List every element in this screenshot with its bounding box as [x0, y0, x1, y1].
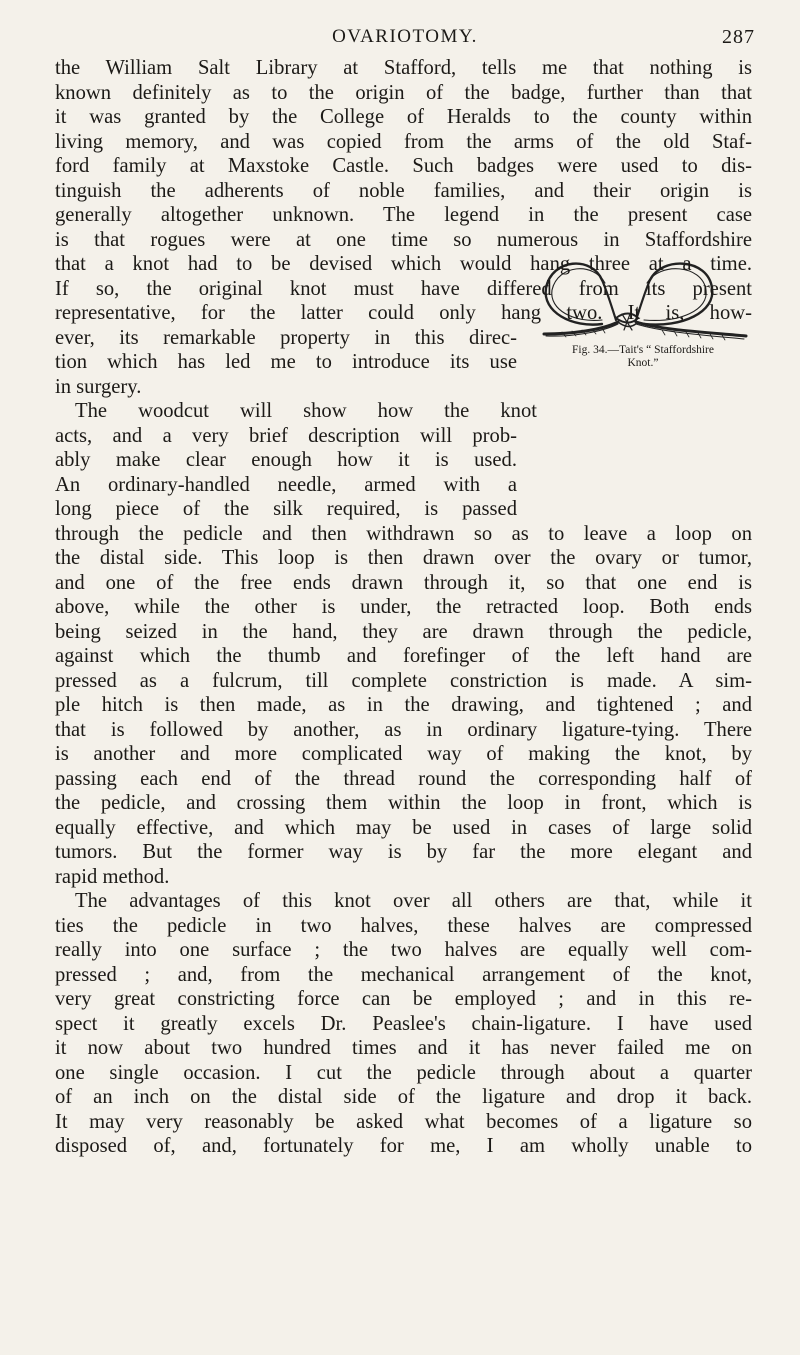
- text-line: that is followed by another, as in ordinary ligature-tying. There: [55, 718, 752, 741]
- text-line: very great constricting force can be employed ; and in this re-: [55, 988, 752, 1010]
- text-line: really into one surface ; the two halves are equally well com-: [55, 939, 752, 961]
- text-line: rapid method.: [55, 865, 170, 888]
- text-line: spect it greatly excels Dr. Peaslee's chain-ligature. I have used: [55, 1012, 752, 1035]
- text-line: representative, for the latter could only hang two. It is, how-: [55, 302, 752, 324]
- figure-caption-line-1: Fig. 34.—Tait's “ Staffordshire: [572, 344, 714, 356]
- text-line: that a knot had to be devised which would hang three at a time.: [55, 253, 752, 275]
- text-line: tumors. But the former way is by far the more elegant and: [55, 841, 752, 863]
- text-line: and one of the free ends drawn through it, so that one end is: [55, 571, 752, 594]
- text-line: the William Salt Library at Stafford, tells me that nothing is: [55, 57, 752, 79]
- text-line: being seized in the hand, they are drawn through the pedicle,: [55, 620, 752, 643]
- text-line: the distal side. This loop is then drawn over the ovary or tumor,: [55, 547, 752, 569]
- page-number: 287: [722, 26, 755, 48]
- text-line: long piece of the silk required, is passed: [55, 498, 517, 520]
- text-line: it was granted by the College of Heralds to the county within: [55, 106, 752, 128]
- text-line: tinguish the adherents of noble families, and their origin is: [55, 179, 752, 202]
- text-line: is that rogues were at one time so numerous in Staffordshire: [55, 228, 752, 251]
- text-line: through the pedicle and then withdrawn so as to leave a loop on: [55, 522, 752, 545]
- text-line: is another and more complicated way of making the knot, by: [55, 743, 752, 765]
- text-line: one single occasion. I cut the pedicle through about a quarter: [55, 1061, 752, 1084]
- text-line: known definitely as to the origin of the badge, further than that: [55, 81, 752, 104]
- text-line: The woodcut will show how the knot: [75, 400, 537, 422]
- text-line: disposed of, and, fortunately for me, I am wholly unable to: [55, 1135, 752, 1157]
- figure-caption-line-2: Knot.”: [627, 357, 659, 369]
- text-line: of an inch on the distal side of the ligature and drop it back.: [55, 1086, 752, 1108]
- text-line: pressed ; and, from the mechanical arrangement of the knot,: [55, 963, 752, 986]
- text-line: tion which has led me to introduce its use: [55, 351, 517, 373]
- text-line: ever, its remarkable property in this direc-: [55, 326, 517, 349]
- text-line: ford family at Maxstoke Castle. Such badges were used to dis-: [55, 155, 752, 177]
- body-text: [55, 56, 752, 1159]
- text-line: the pedicle, and crossing them within the loop in front, which is: [55, 792, 752, 814]
- text-line: The advantages of this knot over all others are that, while it: [75, 890, 752, 912]
- text-line: against which the thumb and forefinger of the left hand are: [55, 645, 752, 667]
- text-line: passing each end of the thread round the corresponding half of: [55, 767, 752, 790]
- text-line: equally effective, and which may be used in cases of large solid: [55, 816, 752, 839]
- text-line: acts, and a very brief description will prob-: [55, 424, 517, 447]
- text-line: living memory, and was copied from the arms of the old Staf-: [55, 130, 752, 153]
- text-line: ably make clear enough how it is used.: [55, 449, 517, 471]
- text-line: It may very reasonably be asked what becomes of a ligature so: [55, 1110, 752, 1133]
- text-line: above, while the other is under, the retracted loop. Both ends: [55, 596, 752, 618]
- running-head-title: OVARIOTOMY.: [332, 26, 478, 47]
- text-line: ple hitch is then made, as in the drawing, and tightened ; and: [55, 694, 752, 716]
- running-head: [55, 22, 755, 52]
- text-line: it now about two hundred times and it has never failed me on: [55, 1037, 752, 1059]
- text-line: An ordinary-handled needle, armed with a: [55, 473, 517, 496]
- text-line: If so, the original knot must have differed from its present: [55, 277, 752, 300]
- text-line: generally altogether unknown. The legend in the present case: [55, 204, 752, 226]
- text-line: in surgery.: [55, 375, 142, 398]
- text-line: pressed as a fulcrum, till complete constriction is made. A sim-: [55, 669, 752, 692]
- text-line: ties the pedicle in two halves, these halves are compressed: [55, 914, 752, 937]
